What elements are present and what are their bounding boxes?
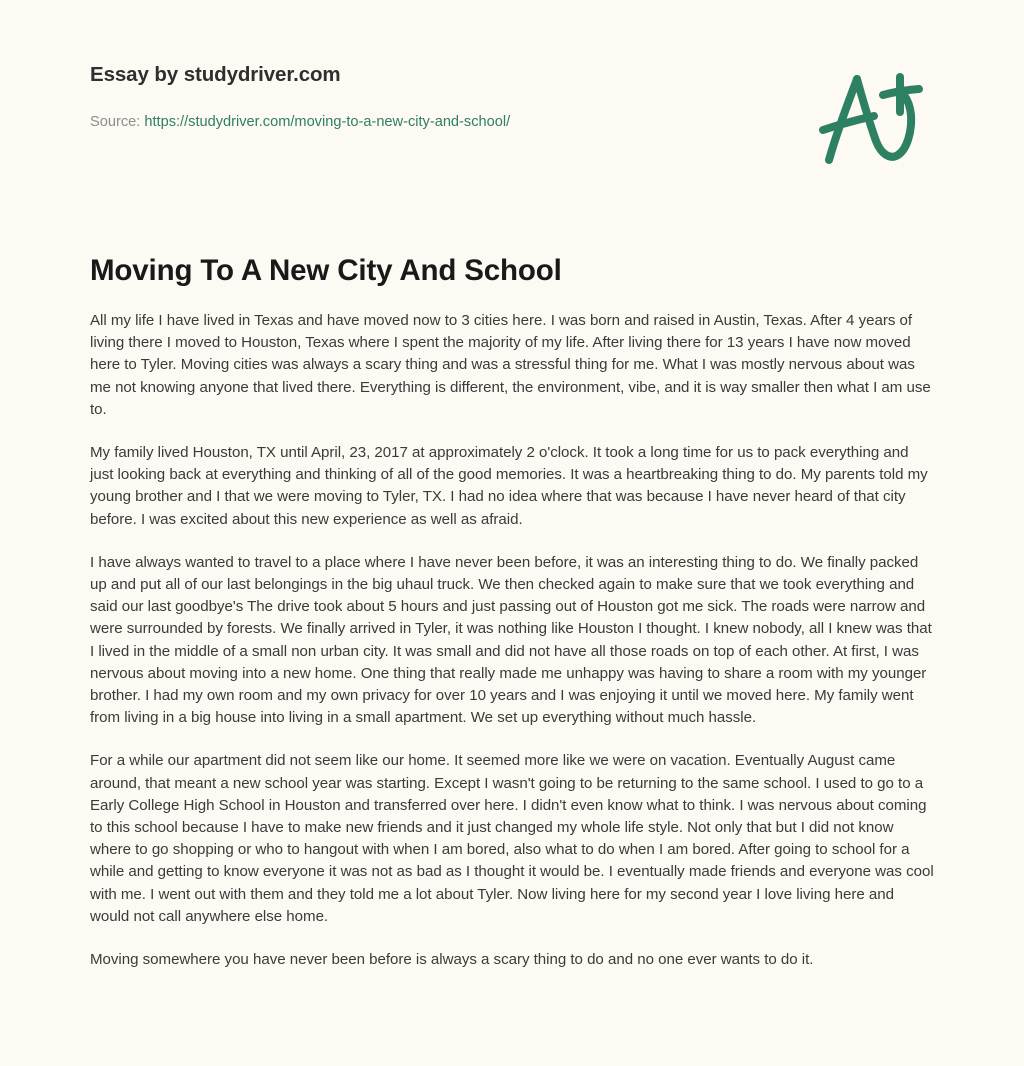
- byline: Essay by studydriver.com: [90, 63, 341, 86]
- paragraph: For a while our apartment did not seem like our home. It seemed more like we were on vacation. Eventually August came around, that meant a new school year was starting. Except I wasn't going to be returning to the same school. I used to go to a Early College High School in Houston and transferred over here. I didn't even know what to think. I was nervous about coming to this school because I have to make new friends and it just changed my whole life style. Not only that but I did not know where to go shopping or who to hangout with when I am bored, also what to do when I am bored. After going to school for a while and getting to know everyone it was not as bad as I thought it would be. I eventually made friends and everyone was cool with me. I went out with them and they told me a lot about Tyler. Now living here for my second year I love living here and would not call anywhere else home.: [90, 752, 934, 925]
- source-label: Source:: [90, 114, 141, 130]
- paragraph: Moving somewhere you have never been before is always a scary thing to do and no one ever wants to do it.: [90, 951, 814, 969]
- page-title: Moving To A New City And School: [90, 254, 562, 287]
- paragraph: My family lived Houston, TX until April, 23, 2017 at approximately 2 o'clock. It took a long time for us to pack everything and just looking back at everything and thinking of all of the good memories. It was a heartbreaking thing to do. My parents told my young brother and I that we were moving to Tyler, TX. I had no idea where that was because I have never heard of that city before. I was excited about this new experience as well as afraid.: [90, 444, 928, 528]
- paragraph: I have always wanted to travel to a place where I have never been before, it was an interesting thing to do. We finally packed up and put all of our last belongings in the big uhaul truck. We then checked again to make sure that we took everything and said our last goodbye's The drive took about 5 hours and just passing out of Houston got me sick. The roads were narrow and were surrounded by forests. We finally arrived in Tyler, it was nothing like Houston I thought. I knew nobody, all I knew was that I lived in the middle of a small non urban city. It was small and did not have all those roads on top of each other. At first, I was nervous about moving into a new home. One thing that really made me unhappy was having to share a room with my younger brother. I had my own room and my own privacy for over 10 years and I was enjoying it until we moved here. My family went from living in a big house into living in a small apartment. We set up everything without much hassle.: [90, 553, 932, 727]
- paragraph: All my life I have lived in Texas and have moved now to 3 cities here. I was born and raised in Austin, Texas. After 4 years of living there I moved to Houston, Texas where I spent the majority of my life. After living there for 13 years I have now moved here to Tyler. Moving cities was always a scary thing and was a stressful thing for me. What I was mostly nervous about was me not knowing anyone that lived there. Everything is different, the environment, vibe, and it is way smaller then what I am use to.: [90, 312, 931, 418]
- page-header: [0, 0, 1024, 200]
- source-url-link[interactable]: https://studydriver.com/moving-to-a-new-city-and-school/: [144, 114, 511, 130]
- header-text-block: [90, 62, 790, 132]
- essay-body: [90, 310, 935, 971]
- studydriver-a-plus-logo-icon: [812, 68, 932, 172]
- source-line: [90, 88, 790, 132]
